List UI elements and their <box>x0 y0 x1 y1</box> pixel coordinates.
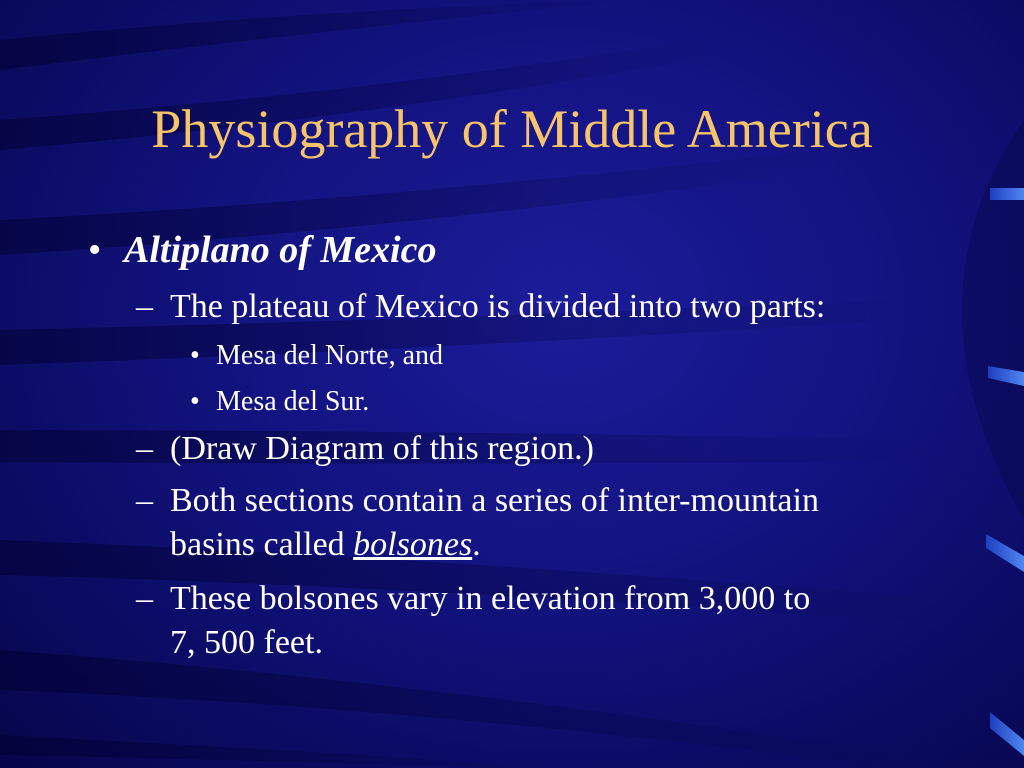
subpoint-text-suffix: . <box>472 526 481 563</box>
subpoint-text: (Draw Diagram of this region.) <box>170 430 594 467</box>
subpoint-elevation-cont: 7, 500 feet. <box>170 624 323 661</box>
subpoint-both-sections-cont <box>170 526 481 564</box>
dash-marker: – <box>136 430 153 467</box>
subpoint-text: The plateau of Mexico is divided into two parts: <box>170 288 826 325</box>
dash-marker: – <box>136 580 153 617</box>
subpoint-elevation <box>136 580 810 618</box>
dash-marker: – <box>136 482 153 519</box>
subpoint-text-prefix: basins called <box>170 526 354 563</box>
subsub-text: Mesa del Sur. <box>216 386 370 417</box>
bullet-marker: • <box>88 229 102 271</box>
subpoint-plateau <box>136 288 825 326</box>
dot-marker: • <box>190 386 200 417</box>
subsub-text: Mesa del Norte, and <box>216 340 444 371</box>
subsub-mesa-sur <box>190 386 369 418</box>
subpoint-text: These bolsones vary in elevation from 3,000 to <box>170 580 811 617</box>
subpoint-both-sections <box>136 482 819 520</box>
bullet-altiplano <box>88 228 436 272</box>
dot-marker: • <box>190 340 200 371</box>
bolsones-term: bolsones <box>353 526 473 563</box>
subsub-mesa-norte <box>190 340 443 372</box>
subpoint-text: Both sections contain a series of inter-mountain <box>170 482 819 519</box>
dash-marker: – <box>136 288 153 325</box>
subpoint-draw-diagram <box>136 430 594 468</box>
slide-title: Physiography of Middle America <box>151 99 873 159</box>
bullet-text: Altiplano of Mexico <box>124 229 437 271</box>
